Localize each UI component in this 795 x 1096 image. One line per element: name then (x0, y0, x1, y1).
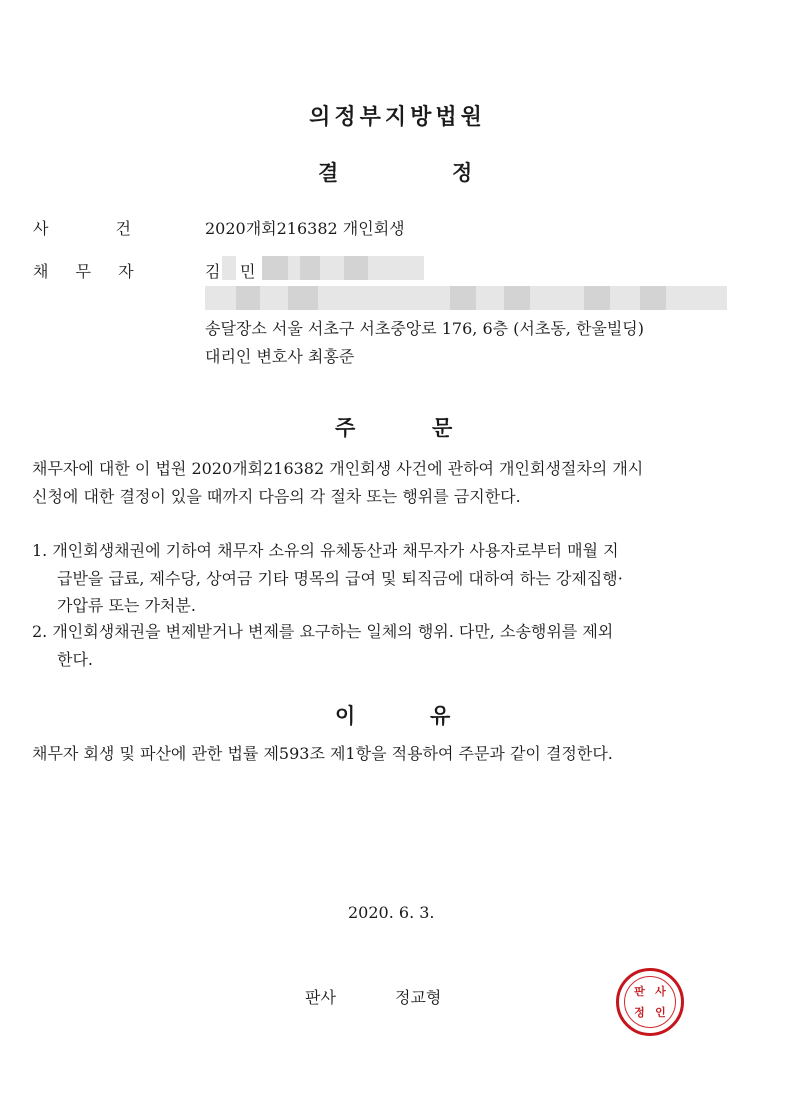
order-item-2-line-1: 2. 개인회생채권을 변제받거나 변제를 요구하는 일체의 행위. 다만, 소송행위를 제외 (32, 622, 614, 641)
order-item-1-line-1: 1. 개인회생채권에 기하여 채무자 소유의 유체동산과 채무자가 사용자로부터 매월 지 (32, 541, 619, 560)
seal-char: 사 (655, 985, 666, 998)
service-address: 송달장소 서울 서초구 서초중앙로 176, 6층 (서초동, 한울빌딩) (205, 319, 645, 338)
redaction (450, 286, 476, 310)
doc-title-1: 결 (318, 161, 339, 185)
redaction (640, 286, 666, 310)
redaction (504, 286, 530, 310)
redaction (300, 256, 320, 280)
seal-char: 인 (655, 1006, 666, 1019)
seal-char: 정 (634, 1006, 645, 1019)
order-item-1-line-3: 가압류 또는 가처분. (57, 596, 196, 615)
redaction (584, 286, 610, 310)
judge-label: 판사 (305, 988, 336, 1007)
redaction (344, 256, 368, 280)
court-name: 의정부지방법원 (309, 105, 486, 130)
seal-char: 판 (634, 985, 645, 998)
case-label: 사 건 (33, 219, 133, 238)
debtor-name-second: 민 (240, 262, 256, 281)
order-heading-2: 문 (432, 416, 453, 440)
agent: 대리인 변호사 최홍준 (205, 347, 355, 366)
redaction (288, 286, 318, 310)
order-heading-1: 주 (335, 416, 356, 440)
case-value: 2020개회216382 개인회생 (205, 219, 405, 238)
reason-text: 채무자 회생 및 파산에 관한 법률 제593조 제1항을 적용하여 주문과 같이 결정한다. (32, 744, 613, 763)
redaction (236, 286, 260, 310)
reason-heading-1: 이 (335, 704, 356, 728)
order-intro-line-2: 신청에 대한 결정이 있을 때까지 다음의 각 절차 또는 행위를 금지한다. (32, 487, 521, 506)
debtor-label: 채 무 자 (33, 262, 134, 281)
reason-heading-2: 유 (430, 704, 451, 728)
redaction (262, 256, 288, 280)
order-item-2-line-2: 한다. (57, 650, 93, 669)
order-intro-line-1: 채무자에 대한 이 법원 2020개회216382 개인회생 사건에 관하여 개인회생절차의 개시 (32, 459, 644, 478)
seal-inner (624, 976, 676, 1028)
decision-date: 2020. 6. 3. (348, 903, 435, 922)
judge-name: 정교형 (395, 988, 442, 1007)
redaction (222, 256, 236, 280)
order-item-1-line-2: 급받을 급료, 제수당, 상여금 기타 명목의 급여 및 퇴직금에 대하여 하는 강제집행· (57, 569, 623, 588)
debtor-name-first: 김 (205, 262, 221, 281)
judge-seal (616, 968, 684, 1036)
doc-title-2: 정 (452, 161, 473, 185)
